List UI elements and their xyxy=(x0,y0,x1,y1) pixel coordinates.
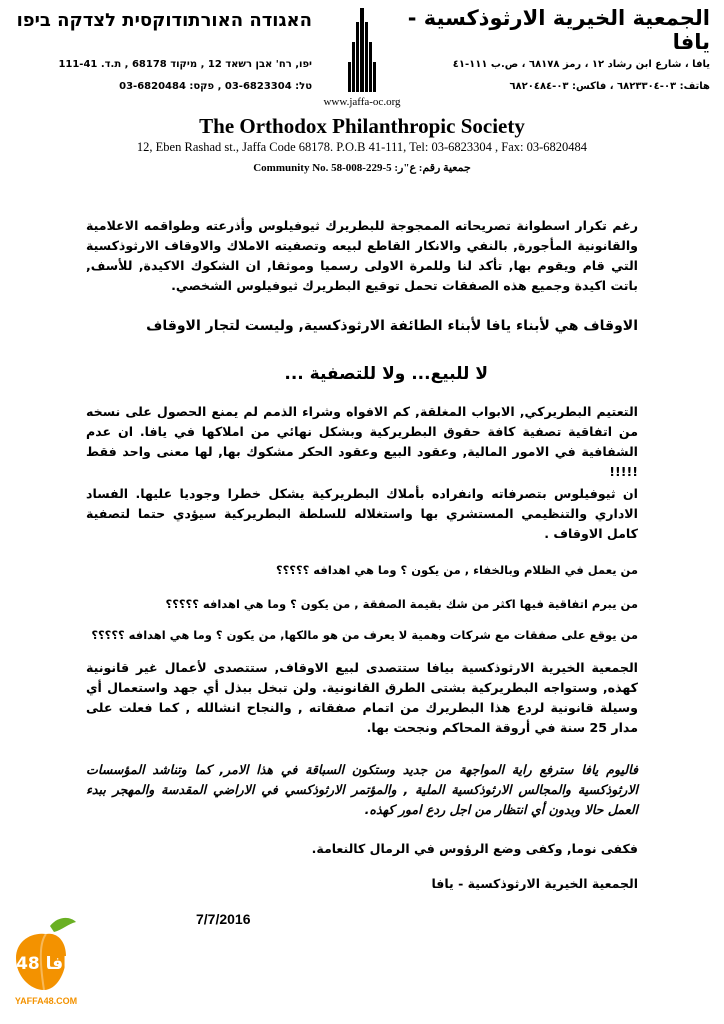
paragraph-1: رغم تكرار اسطوانة تصريحاته الممجوجة للبطريرك ثيوفيلوس وأذرعته وطواقمه الاعلامية والقانونية المأجورة, بالنفي والانكار القاطع لبيعه وتصفيته الاملاك والاوقاف الارثوذكسية التي قام ويقوم بها, تأكد لنا وللمرة الاولى رسميا وموثقا, ان الشكوك الاكيدة, للأسف, باتت اكيدة وجميع هذه الصفقات تحمل توقيع البطريرك ثيوفيلوس الشخصي. xyxy=(86,218,638,293)
arabic-phone-fax: هاتف: ٠٣-٦٨٢٣٣٠٤ ، فاكس: ٠٣-٦٨٢٠٤٨٤ xyxy=(509,81,710,92)
paragraph-4: الجمعية الخيرية الارثوذكسية بيافا ستتصدى لبيع الاوقاف, ستتصدى لأعمال غير قانونية كهذه, وستواجه البطريركية بشتى الطرق القانونية. ولن تبخل ببذل أي جهد واستعمال أي وسيلة قانونية لردع هذا البطريرك من اتمام صفقاته , والنجاح انشالله , كما فعلت على مدار 25 سنة في أروقة المحاكم ونجحت بها. xyxy=(86,660,638,735)
english-address: 12, Eben Rashad st., Jaffa Code 68178. P.O.B 41-111, Tel: 03-6823304 , Fax: 03-6820484 xyxy=(136,140,588,154)
logo-site: YAFFA48.COM xyxy=(14,996,78,1006)
tower-logo xyxy=(347,8,377,92)
question-1: من يعمل في الظلام وبالخفاء , من يكون ؟ وما هي اهدافه ؟؟؟؟؟ xyxy=(275,563,638,577)
hebrew-address: יפו, רח' אבן רשאד 12 , מיקוד 68178 , ת.ד. 111-41 xyxy=(58,59,312,70)
yaffa48-logo xyxy=(6,912,86,1020)
slogan-no-sale: لا للبيع... ولا للتصفية ... xyxy=(284,364,488,384)
english-title: The Orthodox Philanthropic Society xyxy=(199,114,525,138)
question-2: من يبرم اتفاقية فيها اكثر من شك بقيمة الصفقة , من يكون ؟ وما هي اهدافه ؟؟؟؟؟ xyxy=(165,597,638,611)
paragraph-2: التعتيم البطريركي, الابواب المغلقة, كم الافواه وشراء الذمم لم يمنع الحصول على نسخه من اتفاقية تصفية كافة حقوق البطريركية وبشكل نهائي من املاكها في يافا. ان عدم الشفافية في الامور المالية, وعقود البيع وعقود الحكر مشكوك بها, لها معنى واحد فقط !!!!! xyxy=(86,404,638,479)
hebrew-phone-fax: טל: 03-6823304 , פקס: 03-6820484 xyxy=(119,81,312,92)
signature: الجمعية الخيرية الارثوذكسية - يافا xyxy=(431,876,638,891)
logo-wordmark: يافا 48 xyxy=(16,954,76,974)
closing-line: فكفى نوما, وكفى وضع الرؤوس في الرمال كالنعامة. xyxy=(311,841,638,856)
slogan-waqf: الاوقاف هي لأبناء يافا لأبناء الطائفة الارثوذكسية, وليست لتجار الاوقاف xyxy=(146,318,638,334)
question-3: من يوقع على صفقات مع شركات وهمية لا يعرف من هو مالكها, من يكون ؟ وما هي اهدافه ؟؟؟؟؟ xyxy=(91,628,638,642)
document-date: 7/7/2016 xyxy=(196,911,251,927)
website: www.jaffa-oc.org xyxy=(323,96,401,108)
community-number: Community No. 58-008-229-5 :جمعية رقم: ع"ر xyxy=(253,162,471,174)
paragraph-3: ان ثيوفيلوس بتصرفاته وانفراده بأملاك البطريركية يشكل خطرا وجوديا عليها. الفساد الاداري والتنظيمي المستشري بها واستغلاله للسلطة البطريركية سيؤدي حتما لتصفية كامل الاوقاف . xyxy=(86,486,638,541)
arabic-address: يافا ، شارع ابن رشاد ١٢ ، رمز ٦٨١٧٨ ، ص.ب ١١١-٤١ xyxy=(452,59,710,70)
hebrew-org-name: האגודה האורתודוקסית לצדקה ביפו xyxy=(16,10,312,31)
paragraph-5: فاليوم يافا سترفع راية المواجهة من جديد وستكون السباقة في هذا الامر, كما وتناشد المؤسسات الارثوذكسية والمجالس الارثوذكسية الملية , والمؤتمر الارثوذكسي في الاراضي المقدسة والمهجر ببدء العمل حالا وبدون أي انتظار من اجل ردع امور كهذه. xyxy=(86,762,638,817)
arabic-org-name: الجمعية الخيرية الارثوذكسية - يافا xyxy=(407,6,710,54)
